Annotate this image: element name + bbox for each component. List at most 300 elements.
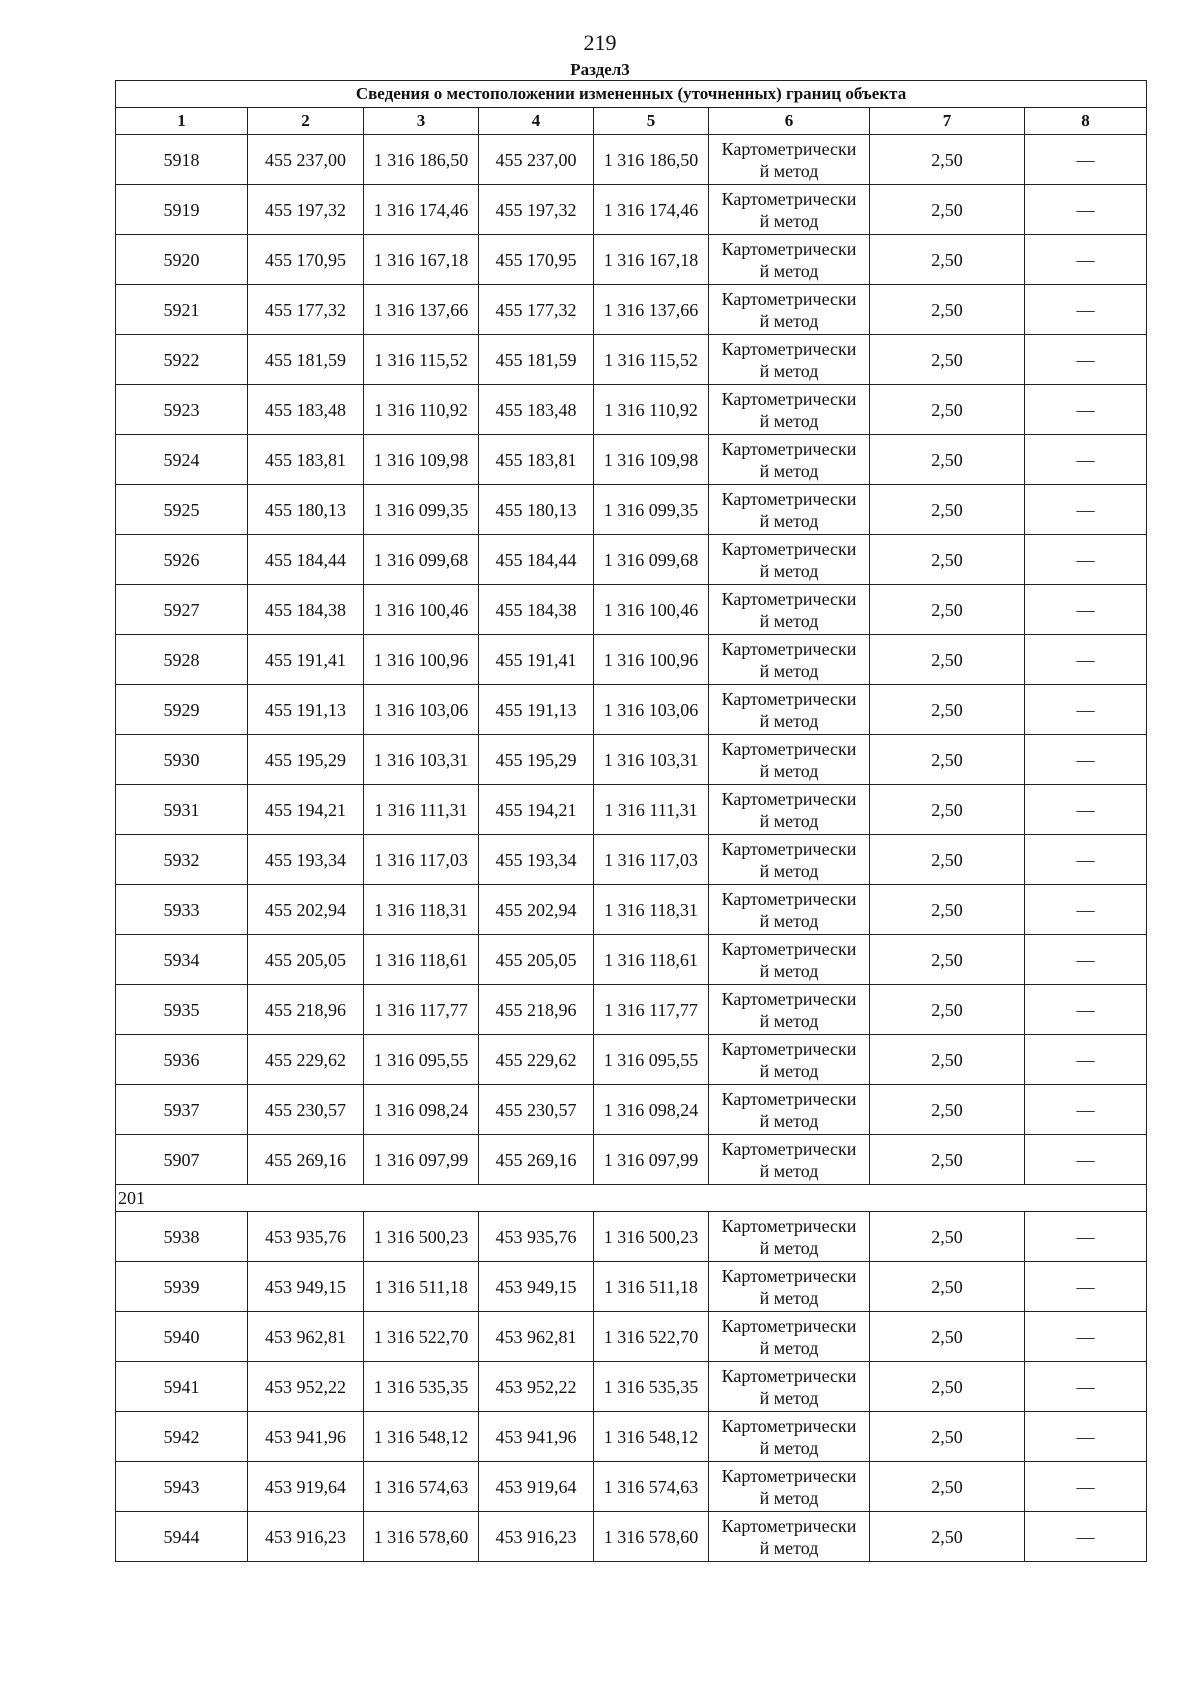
point-number-cell: 5919	[116, 185, 248, 235]
y-existing-cell: 1 316 103,31	[364, 735, 479, 785]
point-number-cell: 5944	[116, 1512, 248, 1562]
description-cell: —	[1025, 485, 1147, 535]
method-line1: Картометрически	[721, 1215, 857, 1236]
x-new-cell: 453 962,81	[479, 1312, 594, 1362]
column-header: 4	[479, 108, 594, 135]
point-number-cell: 5937	[116, 1085, 248, 1135]
method-line1: Картометрически	[721, 788, 857, 809]
description-cell: —	[1025, 1312, 1147, 1362]
method-cell	[709, 485, 870, 535]
y-existing-cell: 1 316 535,35	[364, 1362, 479, 1412]
y-new-cell: 1 316 103,31	[594, 735, 709, 785]
table-row	[116, 335, 1147, 385]
description-cell: —	[1025, 935, 1147, 985]
method-cell	[709, 585, 870, 635]
y-new-cell: 1 316 098,24	[594, 1085, 709, 1135]
precision-cell: 2,50	[870, 985, 1025, 1035]
x-new-cell: 455 269,16	[479, 1135, 594, 1185]
method-cell	[709, 435, 870, 485]
method-line1: Картометрически	[721, 738, 857, 759]
precision-cell: 2,50	[870, 335, 1025, 385]
y-new-cell: 1 316 548,12	[594, 1412, 709, 1462]
table-caption: Сведения о местоположении измененных (уточненных) границ объекта	[116, 81, 1147, 108]
table-row	[116, 1462, 1147, 1512]
method-line2: й метод	[759, 510, 819, 531]
method-cell	[709, 385, 870, 435]
method-cell	[709, 1462, 870, 1512]
y-existing-cell: 1 316 511,18	[364, 1262, 479, 1312]
method-line1: Картометрически	[721, 1138, 857, 1159]
point-number-cell: 5922	[116, 335, 248, 385]
column-header-row	[116, 108, 1147, 135]
y-new-cell: 1 316 103,06	[594, 685, 709, 735]
table-row	[116, 1135, 1147, 1185]
description-cell: —	[1025, 235, 1147, 285]
table-row	[116, 735, 1147, 785]
y-existing-cell: 1 316 118,61	[364, 935, 479, 985]
table-row	[116, 1035, 1147, 1085]
y-new-cell: 1 316 117,77	[594, 985, 709, 1035]
table-row	[116, 585, 1147, 635]
table-row	[116, 535, 1147, 585]
y-existing-cell: 1 316 103,06	[364, 685, 479, 735]
x-existing-cell: 453 949,15	[248, 1262, 364, 1312]
method-cell	[709, 335, 870, 385]
description-cell: —	[1025, 1085, 1147, 1135]
column-header: 6	[709, 108, 870, 135]
method-line2: й метод	[759, 1237, 819, 1258]
precision-cell: 2,50	[870, 1412, 1025, 1462]
description-cell: —	[1025, 1212, 1147, 1262]
x-existing-cell: 453 952,22	[248, 1362, 364, 1412]
method-cell	[709, 635, 870, 685]
precision-cell: 2,50	[870, 1035, 1025, 1085]
x-existing-cell: 453 941,96	[248, 1412, 364, 1462]
precision-cell: 2,50	[870, 435, 1025, 485]
x-existing-cell: 455 183,48	[248, 385, 364, 435]
point-number-cell: 5928	[116, 635, 248, 685]
y-existing-cell: 1 316 174,46	[364, 185, 479, 235]
x-existing-cell: 455 170,95	[248, 235, 364, 285]
x-new-cell: 455 183,81	[479, 435, 594, 485]
y-new-cell: 1 316 100,96	[594, 635, 709, 685]
x-existing-cell: 455 205,05	[248, 935, 364, 985]
precision-cell: 2,50	[870, 1262, 1025, 1312]
method-line1: Картометрически	[721, 638, 857, 659]
point-number-cell: 5932	[116, 835, 248, 885]
method-line2: й метод	[759, 1287, 819, 1308]
column-header: 1	[116, 108, 248, 135]
method-line2: й метод	[759, 1337, 819, 1358]
method-cell	[709, 135, 870, 185]
table-row	[116, 885, 1147, 935]
y-existing-cell: 1 316 186,50	[364, 135, 479, 185]
point-number-cell: 5935	[116, 985, 248, 1035]
point-number-cell: 5927	[116, 585, 248, 635]
method-line2: й метод	[759, 1437, 819, 1458]
x-existing-cell: 455 197,32	[248, 185, 364, 235]
description-cell: —	[1025, 535, 1147, 585]
method-cell	[709, 735, 870, 785]
precision-cell: 2,50	[870, 385, 1025, 435]
table-body	[116, 135, 1147, 1562]
precision-cell: 2,50	[870, 685, 1025, 735]
x-existing-cell: 455 193,34	[248, 835, 364, 885]
method-line2: й метод	[759, 260, 819, 281]
method-line1: Картометрически	[721, 538, 857, 559]
method-line2: й метод	[759, 1487, 819, 1508]
method-line2: й метод	[759, 460, 819, 481]
method-line1: Картометрически	[721, 488, 857, 509]
x-existing-cell: 455 180,13	[248, 485, 364, 535]
description-cell: —	[1025, 335, 1147, 385]
y-new-cell: 1 316 137,66	[594, 285, 709, 335]
description-cell: —	[1025, 135, 1147, 185]
x-new-cell: 453 935,76	[479, 1212, 594, 1262]
x-new-cell: 455 195,29	[479, 735, 594, 785]
x-new-cell: 455 197,32	[479, 185, 594, 235]
y-existing-cell: 1 316 500,23	[364, 1212, 479, 1262]
method-cell	[709, 235, 870, 285]
precision-cell: 2,50	[870, 735, 1025, 785]
method-cell	[709, 1512, 870, 1562]
x-new-cell: 453 919,64	[479, 1462, 594, 1512]
y-existing-cell: 1 316 099,68	[364, 535, 479, 585]
y-new-cell: 1 316 167,18	[594, 235, 709, 285]
precision-cell: 2,50	[870, 535, 1025, 585]
method-line1: Картометрически	[721, 188, 857, 209]
precision-cell: 2,50	[870, 635, 1025, 685]
x-existing-cell: 455 202,94	[248, 885, 364, 935]
method-cell	[709, 1262, 870, 1312]
description-cell: —	[1025, 685, 1147, 735]
x-new-cell: 455 202,94	[479, 885, 594, 935]
table-row	[116, 435, 1147, 485]
x-new-cell: 455 184,44	[479, 535, 594, 585]
x-existing-cell: 455 191,13	[248, 685, 364, 735]
table-row	[116, 1085, 1147, 1135]
x-existing-cell: 455 195,29	[248, 735, 364, 785]
x-new-cell: 455 184,38	[479, 585, 594, 635]
method-cell	[709, 1312, 870, 1362]
y-new-cell: 1 316 511,18	[594, 1262, 709, 1312]
precision-cell: 2,50	[870, 935, 1025, 985]
description-cell: —	[1025, 635, 1147, 685]
column-header: 3	[364, 108, 479, 135]
x-new-cell: 455 230,57	[479, 1085, 594, 1135]
y-existing-cell: 1 316 578,60	[364, 1512, 479, 1562]
y-new-cell: 1 316 535,35	[594, 1362, 709, 1412]
x-new-cell: 455 180,13	[479, 485, 594, 535]
precision-cell: 2,50	[870, 485, 1025, 535]
point-number-cell: 5942	[116, 1412, 248, 1462]
y-existing-cell: 1 316 097,99	[364, 1135, 479, 1185]
table-row	[116, 685, 1147, 735]
precision-cell: 2,50	[870, 1462, 1025, 1512]
y-existing-cell: 1 316 100,96	[364, 635, 479, 685]
x-new-cell: 455 229,62	[479, 1035, 594, 1085]
y-existing-cell: 1 316 100,46	[364, 585, 479, 635]
point-number-cell: 5938	[116, 1212, 248, 1262]
precision-cell: 2,50	[870, 1135, 1025, 1185]
x-existing-cell: 455 194,21	[248, 785, 364, 835]
table-row	[116, 785, 1147, 835]
description-cell: —	[1025, 835, 1147, 885]
section-title: Раздел3	[570, 60, 630, 79]
y-existing-cell: 1 316 118,31	[364, 885, 479, 935]
y-existing-cell: 1 316 099,35	[364, 485, 479, 535]
method-cell	[709, 1135, 870, 1185]
table-row	[116, 1212, 1147, 1262]
x-existing-cell: 455 218,96	[248, 985, 364, 1035]
method-line1: Картометрически	[721, 388, 857, 409]
description-cell: —	[1025, 385, 1147, 435]
x-existing-cell: 453 919,64	[248, 1462, 364, 1512]
y-existing-cell: 1 316 167,18	[364, 235, 479, 285]
x-new-cell: 453 941,96	[479, 1412, 594, 1462]
group-label-row	[116, 1185, 1147, 1212]
x-existing-cell: 453 935,76	[248, 1212, 364, 1262]
x-existing-cell: 455 229,62	[248, 1035, 364, 1085]
method-cell	[709, 935, 870, 985]
description-cell: —	[1025, 435, 1147, 485]
method-line2: й метод	[759, 210, 819, 231]
y-new-cell: 1 316 115,52	[594, 335, 709, 385]
table-row	[116, 135, 1147, 185]
method-line2: й метод	[759, 1537, 819, 1558]
method-line2: й метод	[759, 160, 819, 181]
method-line2: й метод	[759, 610, 819, 631]
table-row	[116, 235, 1147, 285]
description-cell: —	[1025, 285, 1147, 335]
x-existing-cell: 455 230,57	[248, 1085, 364, 1135]
x-new-cell: 455 177,32	[479, 285, 594, 335]
method-cell	[709, 535, 870, 585]
y-existing-cell: 1 316 110,92	[364, 385, 479, 435]
x-new-cell: 455 183,48	[479, 385, 594, 435]
group-label: 201	[116, 1185, 1147, 1212]
description-cell: —	[1025, 185, 1147, 235]
description-cell: —	[1025, 735, 1147, 785]
point-number-cell: 5940	[116, 1312, 248, 1362]
y-new-cell: 1 316 118,61	[594, 935, 709, 985]
precision-cell: 2,50	[870, 785, 1025, 835]
y-new-cell: 1 316 099,68	[594, 535, 709, 585]
x-existing-cell: 455 184,44	[248, 535, 364, 585]
method-line1: Картометрически	[721, 1365, 857, 1386]
point-number-cell: 5929	[116, 685, 248, 735]
method-line2: й метод	[759, 310, 819, 331]
method-line1: Картометрически	[721, 1515, 857, 1536]
method-line2: й метод	[759, 1010, 819, 1031]
column-header: 5	[594, 108, 709, 135]
y-new-cell: 1 316 100,46	[594, 585, 709, 635]
x-new-cell: 453 916,23	[479, 1512, 594, 1562]
method-line2: й метод	[759, 1160, 819, 1181]
method-line1: Картометрически	[721, 288, 857, 309]
method-line2: й метод	[759, 410, 819, 431]
y-existing-cell: 1 316 117,03	[364, 835, 479, 885]
table-row	[116, 1512, 1147, 1562]
x-new-cell: 455 170,95	[479, 235, 594, 285]
method-line1: Картометрически	[721, 1088, 857, 1109]
y-new-cell: 1 316 109,98	[594, 435, 709, 485]
method-line2: й метод	[759, 360, 819, 381]
x-existing-cell: 455 237,00	[248, 135, 364, 185]
precision-cell: 2,50	[870, 835, 1025, 885]
method-line2: й метод	[759, 760, 819, 781]
precision-cell: 2,50	[870, 585, 1025, 635]
description-cell: —	[1025, 1412, 1147, 1462]
point-number-cell: 5936	[116, 1035, 248, 1085]
method-line1: Картометрически	[721, 438, 857, 459]
y-existing-cell: 1 316 095,55	[364, 1035, 479, 1085]
y-existing-cell: 1 316 522,70	[364, 1312, 479, 1362]
method-line1: Картометрически	[721, 888, 857, 909]
method-cell	[709, 1085, 870, 1135]
point-number-cell: 5926	[116, 535, 248, 585]
x-existing-cell: 455 181,59	[248, 335, 364, 385]
method-line2: й метод	[759, 710, 819, 731]
coordinates-table	[115, 80, 1147, 1562]
table-row	[116, 285, 1147, 335]
table-row	[116, 485, 1147, 535]
x-new-cell: 455 205,05	[479, 935, 594, 985]
method-line1: Картометрически	[721, 138, 857, 159]
point-number-cell: 5934	[116, 935, 248, 985]
column-header: 2	[248, 108, 364, 135]
precision-cell: 2,50	[870, 285, 1025, 335]
y-new-cell: 1 316 118,31	[594, 885, 709, 935]
table-row	[116, 1312, 1147, 1362]
method-line1: Картометрически	[721, 238, 857, 259]
y-new-cell: 1 316 097,99	[594, 1135, 709, 1185]
y-new-cell: 1 316 174,46	[594, 185, 709, 235]
y-existing-cell: 1 316 137,66	[364, 285, 479, 335]
point-number-cell: 5941	[116, 1362, 248, 1412]
description-cell: —	[1025, 585, 1147, 635]
method-cell	[709, 285, 870, 335]
method-line1: Картометрически	[721, 688, 857, 709]
description-cell: —	[1025, 1362, 1147, 1412]
method-cell	[709, 1412, 870, 1462]
precision-cell: 2,50	[870, 1085, 1025, 1135]
table-row	[116, 635, 1147, 685]
description-cell: —	[1025, 1462, 1147, 1512]
method-cell	[709, 685, 870, 735]
y-new-cell: 1 316 522,70	[594, 1312, 709, 1362]
point-number-cell: 5918	[116, 135, 248, 185]
y-existing-cell: 1 316 111,31	[364, 785, 479, 835]
point-number-cell: 5925	[116, 485, 248, 535]
method-line2: й метод	[759, 1110, 819, 1131]
method-cell	[709, 835, 870, 885]
description-cell: —	[1025, 1135, 1147, 1185]
column-header: 7	[870, 108, 1025, 135]
precision-cell: 2,50	[870, 135, 1025, 185]
point-number-cell: 5923	[116, 385, 248, 435]
y-existing-cell: 1 316 109,98	[364, 435, 479, 485]
point-number-cell: 5921	[116, 285, 248, 335]
description-cell: —	[1025, 885, 1147, 935]
y-existing-cell: 1 316 098,24	[364, 1085, 479, 1135]
method-cell	[709, 985, 870, 1035]
point-number-cell: 5939	[116, 1262, 248, 1312]
method-line1: Картометрически	[721, 1038, 857, 1059]
method-cell	[709, 785, 870, 835]
x-existing-cell: 455 177,32	[248, 285, 364, 335]
method-line1: Картометрически	[721, 838, 857, 859]
y-new-cell: 1 316 117,03	[594, 835, 709, 885]
table-row	[116, 1412, 1147, 1462]
method-line2: й метод	[759, 810, 819, 831]
method-line2: й метод	[759, 660, 819, 681]
y-new-cell: 1 316 186,50	[594, 135, 709, 185]
table-row	[116, 935, 1147, 985]
x-existing-cell: 455 191,41	[248, 635, 364, 685]
table-row	[116, 1262, 1147, 1312]
y-new-cell: 1 316 095,55	[594, 1035, 709, 1085]
method-line1: Картометрически	[721, 938, 857, 959]
method-line1: Картометрически	[721, 1415, 857, 1436]
precision-cell: 2,50	[870, 1212, 1025, 1262]
x-new-cell: 453 952,22	[479, 1362, 594, 1412]
method-line2: й метод	[759, 860, 819, 881]
y-existing-cell: 1 316 117,77	[364, 985, 479, 1035]
x-new-cell: 453 949,15	[479, 1262, 594, 1312]
description-cell: —	[1025, 1512, 1147, 1562]
description-cell: —	[1025, 985, 1147, 1035]
precision-cell: 2,50	[870, 235, 1025, 285]
table-row	[116, 185, 1147, 235]
x-existing-cell: 453 962,81	[248, 1312, 364, 1362]
table-row	[116, 1362, 1147, 1412]
y-new-cell: 1 316 500,23	[594, 1212, 709, 1262]
method-line2: й метод	[759, 910, 819, 931]
x-existing-cell: 455 183,81	[248, 435, 364, 485]
y-existing-cell: 1 316 115,52	[364, 335, 479, 385]
point-number-cell: 5943	[116, 1462, 248, 1512]
description-cell: —	[1025, 1035, 1147, 1085]
table-row	[116, 385, 1147, 435]
y-new-cell: 1 316 111,31	[594, 785, 709, 835]
method-line1: Картометрически	[721, 1315, 857, 1336]
x-new-cell: 455 193,34	[479, 835, 594, 885]
precision-cell: 2,50	[870, 1362, 1025, 1412]
point-number-cell: 5920	[116, 235, 248, 285]
point-number-cell: 5931	[116, 785, 248, 835]
x-new-cell: 455 191,13	[479, 685, 594, 735]
x-new-cell: 455 181,59	[479, 335, 594, 385]
y-existing-cell: 1 316 574,63	[364, 1462, 479, 1512]
x-existing-cell: 453 916,23	[248, 1512, 364, 1562]
point-number-cell: 5930	[116, 735, 248, 785]
page-number: 219	[583, 30, 617, 55]
x-new-cell: 455 194,21	[479, 785, 594, 835]
method-cell	[709, 1035, 870, 1085]
precision-cell: 2,50	[870, 1312, 1025, 1362]
y-new-cell: 1 316 110,92	[594, 385, 709, 435]
precision-cell: 2,50	[870, 1512, 1025, 1562]
method-line1: Картометрически	[721, 588, 857, 609]
method-cell	[709, 885, 870, 935]
method-line1: Картометрически	[721, 1265, 857, 1286]
table-row	[116, 985, 1147, 1035]
column-header: 8	[1025, 108, 1147, 135]
method-line2: й метод	[759, 1060, 819, 1081]
table-row	[116, 835, 1147, 885]
method-line1: Картометрически	[721, 988, 857, 1009]
